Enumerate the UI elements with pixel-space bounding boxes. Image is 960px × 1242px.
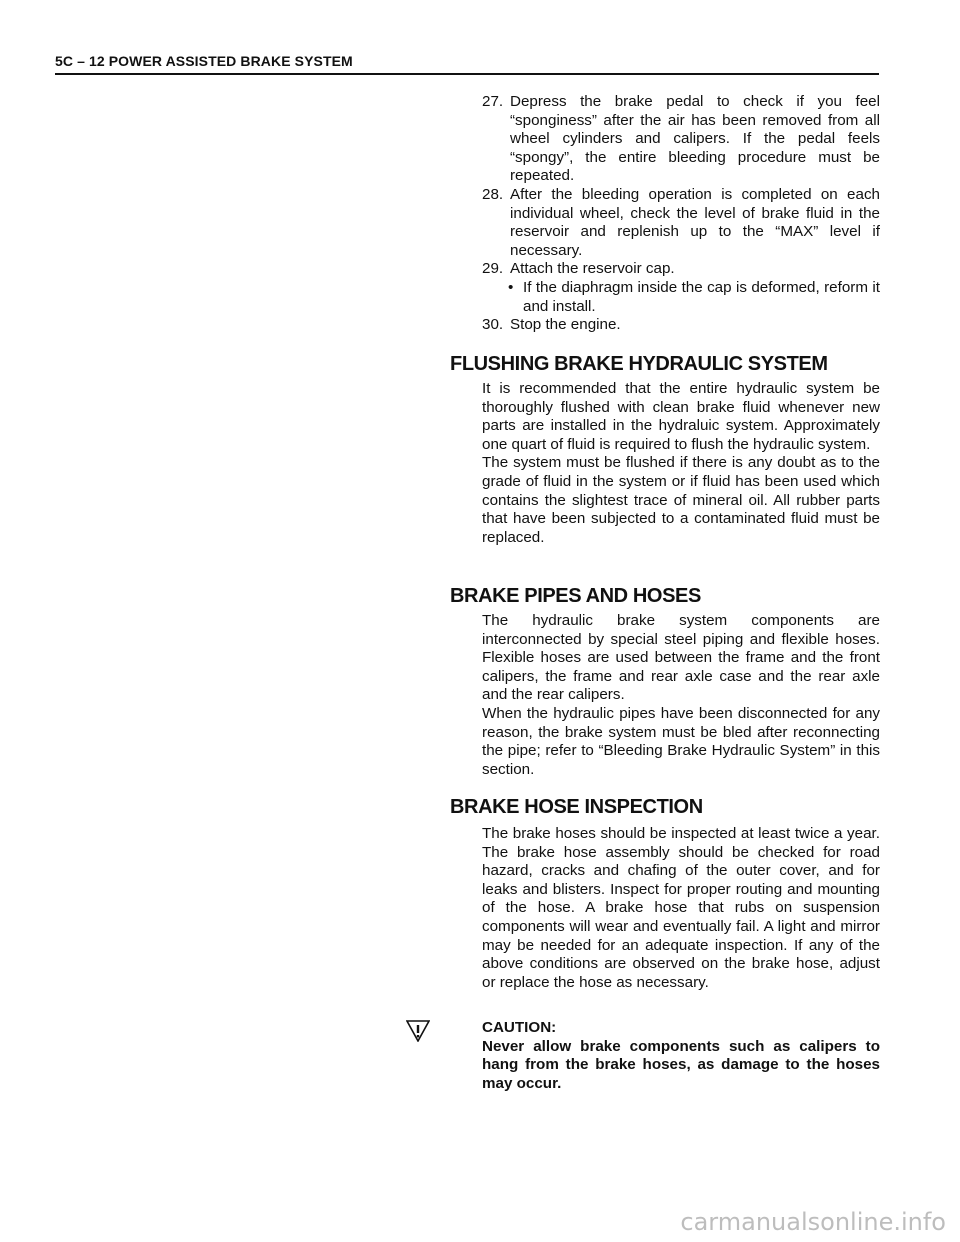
- step-number: 27.: [482, 93, 504, 110]
- caution-text: Never allow brake components such as calipers to hang from the brake hoses, as damage to the hoses may occur.: [482, 1037, 880, 1092]
- bullet-text: If the diaphragm inside the cap is deformed, reform it and install.: [523, 278, 880, 315]
- flushing-body: [482, 380, 880, 547]
- paragraph: When the hydraulic pipes have been disconnected for any reason, the brake system must be bled after reconnecting the pipe; refer to “Bleeding Brake Hydraulic System” in this section.: [482, 704, 880, 778]
- steps-list: [482, 93, 880, 335]
- inspection-body: [482, 825, 880, 992]
- warning-triangle-icon: [406, 1020, 430, 1042]
- watermark: carmanualsonline.info: [680, 1208, 946, 1236]
- step-30: [482, 316, 880, 335]
- step-number: 28.: [482, 185, 504, 203]
- step-text: After the bleeding operation is completed on each individual wheel, check the level of brake fluid in the reservoir and replenish up to the “MAX” level if necessary.: [510, 185, 880, 259]
- step-27: [482, 93, 880, 186]
- step-28: [482, 186, 880, 260]
- paragraph: It is recommended that the entire hydraulic system be thoroughly flushed with clean brake fluid whenever new parts are installed in the hydraluic system. Approximately one quart of fluid is required to flush the hydraulic system.: [482, 380, 880, 453]
- step-29: [482, 260, 880, 279]
- step-text: Depress the brake pedal to check if you feel “sponginess” after the air has been removed from all wheel cylinders and calipers. If the pedal feels “spongy”, the entire bleeding procedure must be repeated.: [510, 93, 880, 185]
- caution-label: CAUTION:: [482, 1019, 557, 1036]
- page-header: 5C – 12 POWER ASSISTED BRAKE SYSTEM: [55, 53, 353, 69]
- bullet-item: [482, 279, 880, 316]
- header-rule: [55, 73, 879, 75]
- paragraph: The brake hoses should be inspected at least twice a year. The brake hose assembly should be checked for road hazard, cracks and chafing of the outer cover, and for leaks and blisters. Inspect for proper routing and mounting of the hose. A brake hose that rubs on suspension components will wear and eventually fail. A light and mirror may be needed for an adequate inspection. If any of the above conditions are observed on the brake hose, adjust or replace the hose as necessary.: [482, 825, 880, 991]
- pipes-body: [482, 612, 880, 779]
- section-heading-pipes: BRAKE PIPES AND HOSES: [450, 585, 701, 607]
- paragraph: The hydraulic brake system components are interconnected by special steel piping and flexible hoses. Flexible hoses are used between the frame and the front calipers, the frame and rear axle case and the rear axle and the rear calipers.: [482, 612, 880, 704]
- step-number: 30.: [482, 316, 504, 334]
- bullet-icon: •: [508, 278, 514, 296]
- step-text: Attach the reservoir cap.: [510, 260, 675, 278]
- step-text: Stop the engine.: [510, 316, 621, 334]
- section-heading-inspection: BRAKE HOSE INSPECTION: [450, 796, 703, 818]
- caution-block: [482, 1019, 880, 1093]
- paragraph: The system must be flushed if there is any doubt as to the grade of fluid in the system or if fluid has been used which contains the slightest trace of mineral oil. All rubber parts that have been subjected to a contaminated fluid must be replaced.: [482, 454, 880, 546]
- section-heading-flushing: FLUSHING BRAKE HYDRAULIC SYSTEM: [450, 353, 828, 375]
- step-number: 29.: [482, 260, 504, 278]
